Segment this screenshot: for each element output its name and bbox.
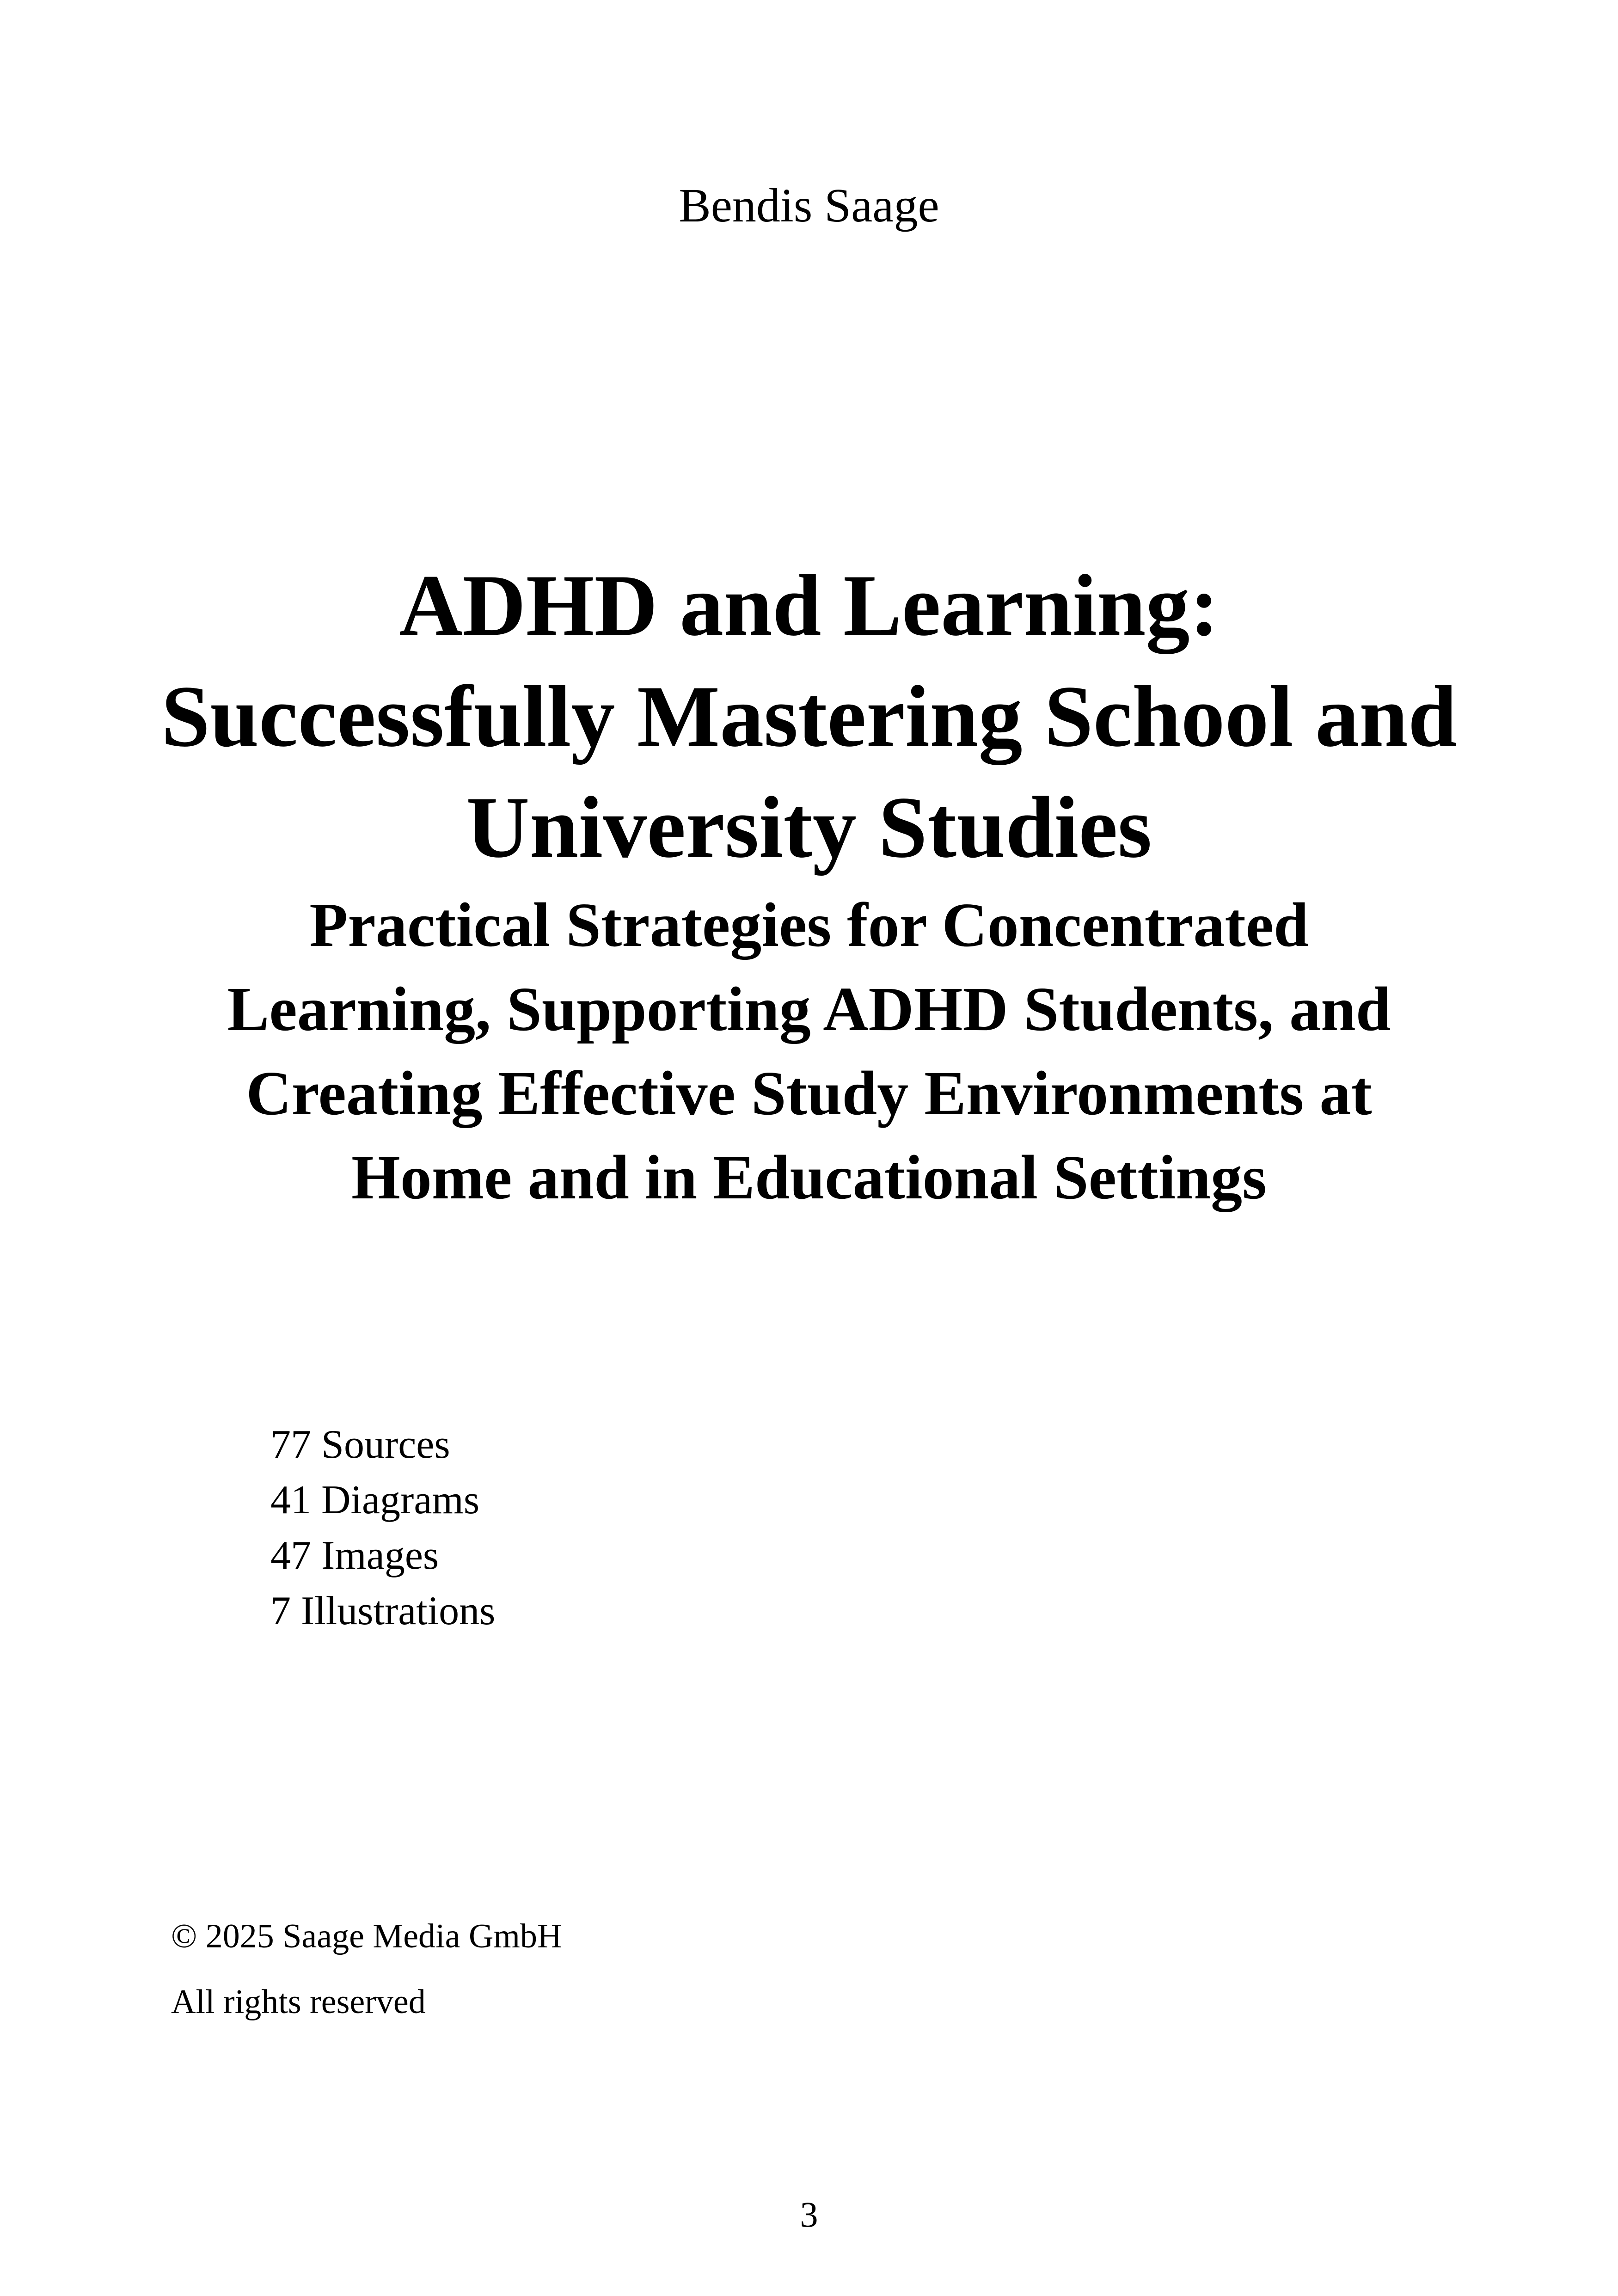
stat-illustrations: 7 Illustrations bbox=[270, 1589, 496, 1633]
rights-notice: All rights reserved bbox=[171, 1983, 426, 2021]
subtitle-line: Home and in Educational Settings bbox=[351, 1143, 1267, 1212]
title-line: Successfully Mastering School and bbox=[161, 668, 1457, 765]
author-name: Bendis Saage bbox=[679, 179, 939, 232]
book-title bbox=[116, 550, 1502, 883]
copyright-notice: © 2025 Saage Media GmbH bbox=[171, 1917, 562, 1955]
title-block bbox=[116, 550, 1502, 1220]
subtitle-line: Creating Effective Study Environments at bbox=[246, 1059, 1372, 1128]
book-subtitle bbox=[116, 883, 1502, 1220]
title-line: University Studies bbox=[466, 779, 1152, 876]
subtitle-line: Learning, Supporting ADHD Students, and bbox=[227, 975, 1391, 1044]
stat-images: 47 Images bbox=[270, 1533, 439, 1578]
stat-sources: 77 Sources bbox=[270, 1422, 450, 1467]
stat-diagrams: 41 Diagrams bbox=[270, 1478, 480, 1522]
title-line: ADHD and Learning: bbox=[399, 557, 1219, 654]
page-number: 3 bbox=[800, 2194, 818, 2235]
content-stats-list bbox=[270, 1417, 495, 1639]
subtitle-line: Practical Strategies for Concentrated bbox=[309, 890, 1309, 960]
